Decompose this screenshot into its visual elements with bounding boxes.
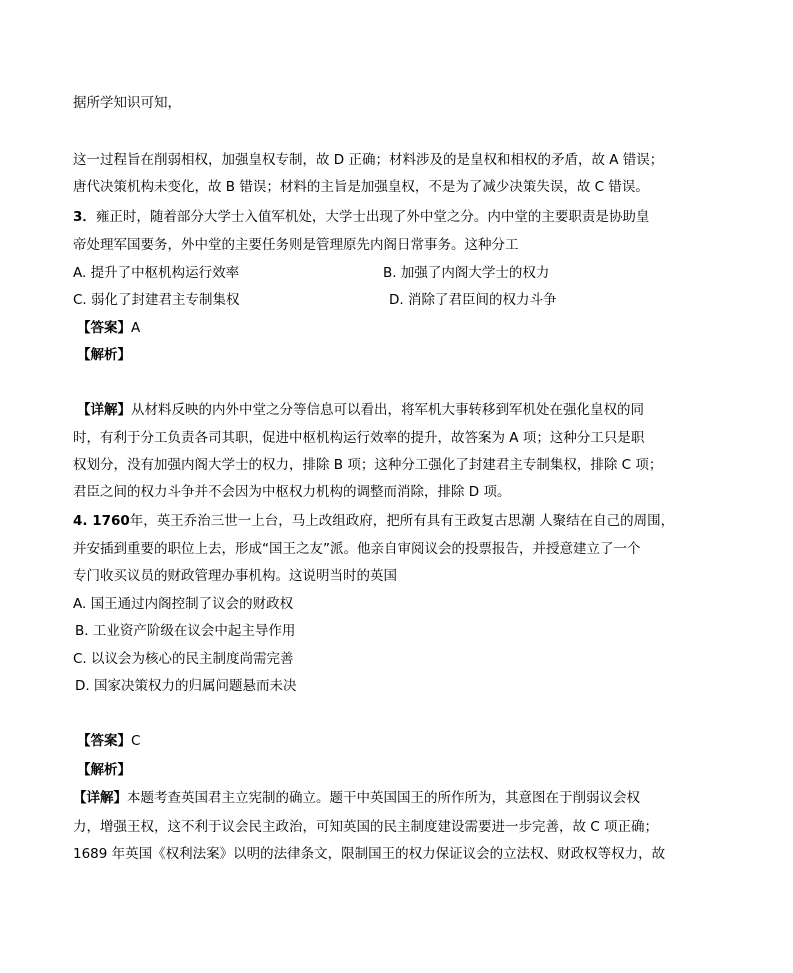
q3-detail-line-1 [77,400,644,420]
q4-option-b: B. 工业资产阶级在议会中起主导作用 [75,623,296,639]
q3-answer [77,318,140,338]
q3-detail-line-2: 时，有利于分工负责各司其职，促进中枢机构运行效率的提升，故答案为 A 项；这种分工只是职 [73,430,645,446]
q3-option-d: D. 消除了君臣间的权力斗争 [389,292,557,308]
q3-option-b: B. 加强了内阁大学士的权力 [383,265,550,281]
q4-stem-line-3: 专门收买议员的财政管理办事机构。这说明当时的英国 [73,568,397,584]
q4-detail-label: 【详解】 [73,790,127,806]
q4-detail-line-3: 1689 年英国《权利法案》以明的法律条文，限制国王的权力保证议会的立法权、财政权等权力，故 [73,846,666,862]
q3-stem-line-2: 帝处理军国要务，外中堂的主要任务则是管理原先内阁日常事务。这种分工 [73,237,519,253]
q3-analysis-label: 【解析】 [77,347,131,363]
q3-answer-value: A [131,320,141,336]
q4-stem-line-1 [73,511,674,531]
q4-detail-line-1 [73,788,640,808]
q3-option-a: A. 提升了中枢机构运行效率 [73,265,240,281]
q4-option-d: D. 国家决策权力的归属问题悬而未决 [75,678,297,694]
q4-detail-text-1: 本题考查英国君主立宪制的确立。题干中英国国王的所作所为，其意图在于削弱议会权 [127,790,640,806]
q4-number: 4. 1760 [73,513,130,529]
q4-answer-value: C [131,733,141,749]
q4-answer [77,731,140,751]
q4-detail-line-2: 力，增强王权，这不利于议会民主政治，可知英国的民主制度建设需要进一步完善，故 C 项正确； [73,819,659,835]
q2-explanation-line-2: 唐代决策机构未变化，故 B 错误；材料的主旨是加强皇权，不是为了减少决策失误，故 C 错误。 [73,179,649,195]
q4-analysis-label: 【解析】 [77,762,131,778]
q4-stem-line-2: 并安插到重要的职位上去，形成“国王之友”派。他亲自审阅议会的投票报告，并授意建立了一个 [73,541,641,557]
q3-detail-line-3: 权划分，没有加强内阁大学士的权力，排除 B 项；这种分工强化了封建君主专制集权，排除 C 项； [73,457,663,473]
intro-line: 据所学知识可知， [73,95,181,111]
q3-detail-line-4: 君臣之间的权力斗争并不会因为中枢权力机构的调整而消除，排除 D 项。 [73,484,511,500]
q3-answer-label: 【答案】 [77,320,131,336]
q3-option-c: C. 弱化了封建君主专制集权 [73,292,240,308]
q4-option-c: C. 以议会为核心的民主制度尚需完善 [73,651,294,667]
q3-number: 3． [73,209,96,225]
q3-detail-label: 【详解】 [77,402,131,418]
q3-stem-text-1: 雍正时，随着部分大学士入值军机处，大学士出现了外中堂之分。内中堂的主要职责是协助皇 [95,209,650,225]
q3-stem-line-1 [73,207,649,227]
q3-detail-text-1: 从材料反映的内外中堂之分等信息可以看出，将军机大事转移到军机处在强化皇权的同 [131,402,644,418]
q4-stem-text-1: 年，英王乔治三世一上台，马上改组政府，把所有具有王政复古思潮 人聚结在自己的周围， [129,513,675,529]
q4-option-a: A. 国王通过内阁控制了议会的财政权 [73,596,294,612]
q4-answer-label: 【答案】 [77,733,131,749]
q2-explanation-line-1: 这一过程旨在削弱相权，加强皇权专制，故 D 正确；材料涉及的是皇权和相权的矛盾，故 A 错误； [73,152,664,168]
